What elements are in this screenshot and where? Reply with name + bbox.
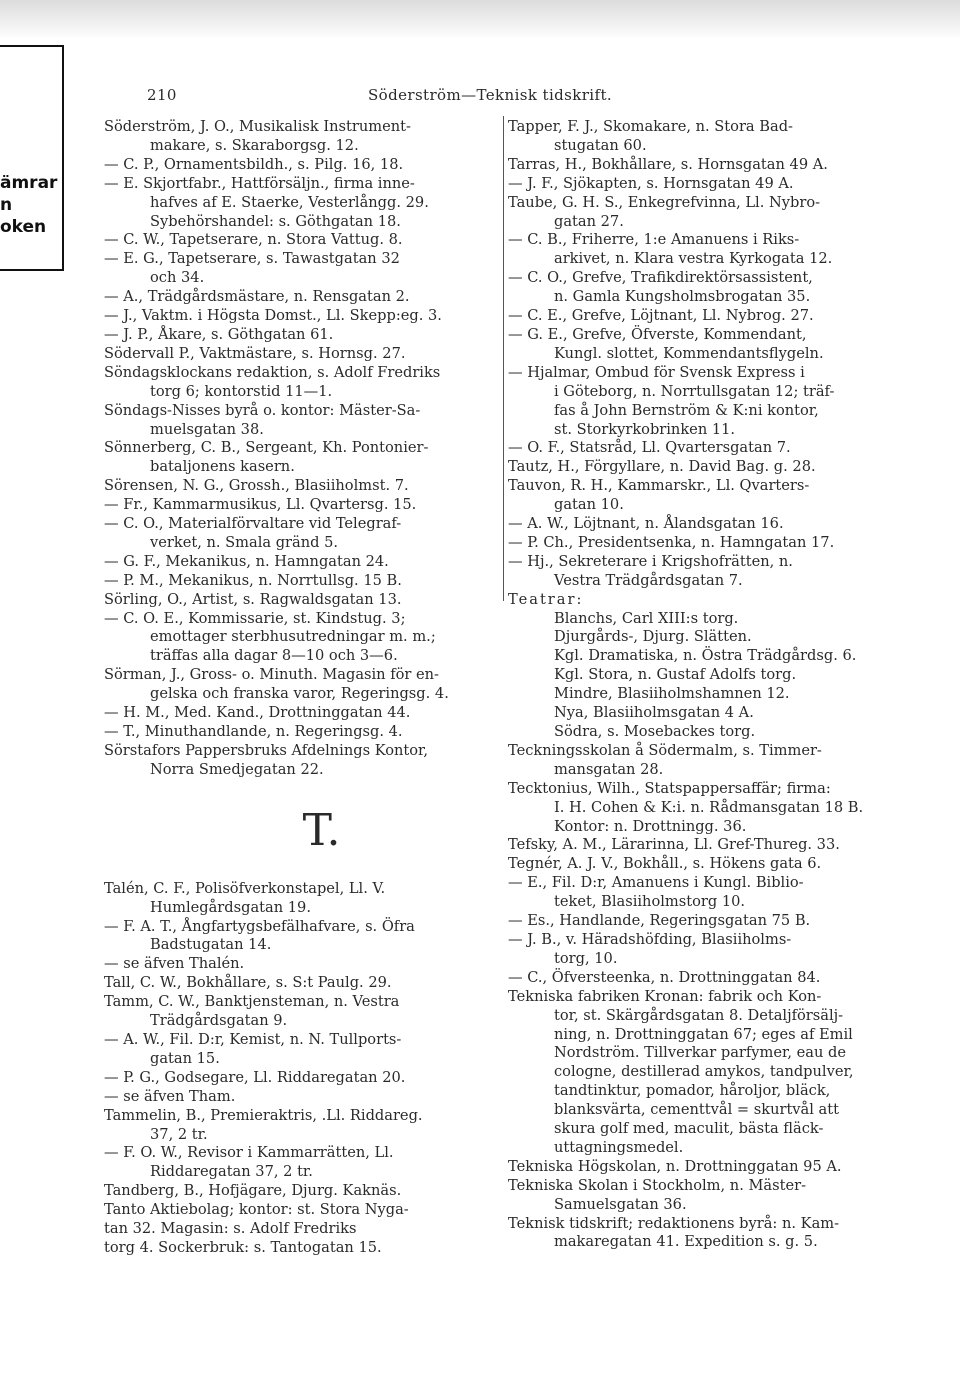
directory-entry-line: Södervall P., Vaktmästare, s. Hornsg. 27. <box>104 344 406 362</box>
section-letter: T. <box>302 804 342 856</box>
side-tab <box>0 45 64 271</box>
directory-entry-line: — A., Trädgårdsmästare, n. Rensgatan 2. <box>104 288 410 306</box>
directory-entry-line: Badstugatan 14. <box>150 936 272 954</box>
directory-entry-line: — J. B., v. Häradshöfding, Blasiiholms- <box>508 930 792 948</box>
side-tab-text <box>0 172 60 238</box>
running-title: Söderström—Teknisk tidskrift. <box>368 86 613 104</box>
directory-entry-line: Tekniska Skolan i Stockholm, n. Mäster- <box>508 1176 807 1194</box>
directory-entry-line: hafves af E. Staerke, Vesterlångg. 29. <box>150 193 429 211</box>
directory-entry-line: Kungl. slottet, Kommendantsflygeln. <box>554 344 824 362</box>
directory-entry-line: — H. M., Med. Kand., Drottninggatan 44. <box>104 704 411 722</box>
directory-entry-line: muelsgatan 38. <box>150 420 264 438</box>
directory-entry-line: — C. O., Materialförvaltare vid Telegraf- <box>104 515 402 533</box>
scan-top-shadow <box>0 0 960 40</box>
directory-entry-line: Djurgårds-, Djurg. Slätten. <box>554 628 752 646</box>
directory-entry-line: Söndags-Nisses byrå o. kontor: Mäster-Sa- <box>104 401 421 419</box>
directory-entry-line: Tarras, H., Bokhållare, s. Hornsgatan 49 A. <box>508 155 828 173</box>
directory-entry-line: tor, st. Skärgårdsgatan 8. Detaljförsälj- <box>554 1006 844 1024</box>
side-tab-line: ämrar <box>0 173 58 193</box>
directory-entry-line: gatan 15. <box>150 1049 220 1067</box>
directory-entry-line: Tandberg, B., Hofjägare, Djurg. Kaknäs. <box>104 1182 402 1200</box>
directory-entry-line: Teckningsskolan å Södermalm, s. Timmer- <box>508 741 822 759</box>
side-tab-line: n <box>0 195 13 215</box>
directory-entry-line: 37, 2 tr. <box>150 1125 208 1143</box>
directory-entry-line: — E. Skjortfabr., Hattförsäljn., firma inne- <box>104 174 415 192</box>
directory-entry-line: Tefsky, A. M., Lärarinna, Ll. Gref-Thureg. 33. <box>508 836 840 854</box>
directory-entry-line: Sörman, J., Gross- o. Minuth. Magasin för en- <box>104 666 439 684</box>
left-column <box>104 118 500 1258</box>
directory-entry-line: — C. O. E., Kommissarie, st. Kindstug. 3; <box>104 609 406 627</box>
directory-entry-line: Tekniska fabriken Kronan: fabrik och Kon- <box>508 987 822 1005</box>
directory-entry-line: — G. F., Mekanikus, n. Hamngatan 24. <box>104 552 389 570</box>
directory-entry-line: teket, Blasiiholmstorg 10. <box>554 893 746 911</box>
directory-entry-line: fas å John Bernström & K:ni kontor, <box>554 401 819 419</box>
directory-entry-line: Teknisk tidskrift; redaktionens byrå: n. Kam- <box>508 1214 840 1232</box>
directory-entry-line: makare, s. Skaraborgsg. 12. <box>150 136 359 154</box>
directory-entry-line: Sörensen, N. G., Grossh., Blasiiholmst. 7. <box>104 477 409 495</box>
directory-entry-line: Tapper, F. J., Skomakare, n. Stora Bad- <box>508 118 793 135</box>
directory-entry-line: i Göteborg, n. Norrtullsgatan 12; träf- <box>554 382 835 400</box>
directory-entry-line: Taube, G. H. S., Enkegrefvinna, Ll. Nybro- <box>508 193 821 211</box>
directory-entry-line: Söndagsklockans redaktion, s. Adolf Fredriks <box>104 363 441 381</box>
directory-entry-line: — J., Vaktm. i Högsta Domst., Ll. Skepp:eg. 3. <box>104 307 442 325</box>
directory-entry-line: ning, n. Drottninggatan 67; eges af Emil <box>554 1025 853 1043</box>
directory-entry-line: Tall, C. W., Bokhållare, s. S:t Paulg. 29. <box>104 974 392 992</box>
directory-entry-line: Norra Smedjegatan 22. <box>150 760 324 778</box>
directory-entry-line: mansgatan 28. <box>554 760 664 778</box>
directory-entry-line: — T., Minuthandlande, n. Regeringsg. 4. <box>104 723 403 740</box>
directory-entry-line: Humlegårdsgatan 19. <box>150 898 311 916</box>
directory-entry-line: skura golf med, maculit, bästa fläck- <box>554 1120 824 1138</box>
directory-entry-line: Sybehörshandel: s. Göthgatan 18. <box>150 212 401 230</box>
directory-entry-line: — C. W., Tapetserare, n. Stora Vattug. 8. <box>104 231 403 249</box>
directory-entry-line: — C., Öfversteenka, n. Drottninggatan 84. <box>508 968 821 986</box>
directory-entry-line: gelska och franska varor, Regeringsg. 4. <box>150 685 449 703</box>
directory-entry-line: verket, n. Smala gränd 5. <box>150 533 339 551</box>
directory-entry-line: — C. B., Friherre, 1:e Amanuens i Riks- <box>508 231 800 249</box>
directory-entry-line: — F. O. W., Revisor i Kammarrätten, Ll. <box>104 1144 394 1162</box>
directory-entry-line: — E., Fil. D:r, Amanuens i Kungl. Biblio- <box>508 874 804 892</box>
page-number: 210 <box>147 86 177 104</box>
directory-entry-line: bataljonens kasern. <box>150 458 295 476</box>
directory-entry-line: Blanchs, Carl XIII:s torg. <box>554 609 739 627</box>
directory-entry-line: Sörstafors Pappersbruks Afdelnings Kontor, <box>104 741 429 759</box>
left-entries-before-letter <box>104 118 500 780</box>
directory-entry-line: Kgl. Dramatiska, n. Östra Trädgårdsg. 6. <box>554 647 857 665</box>
directory-entry-line: Sönnerberg, C. B., Sergeant, Kh. Pontonier- <box>104 439 429 457</box>
directory-entry-line: Kgl. Stora, n. Gustaf Adolfs torg. <box>554 666 797 684</box>
directory-entry-line: Södra, s. Mosebackes torg. <box>554 723 756 740</box>
side-tab-line: oken <box>0 217 47 237</box>
directory-entry-line: — C. O., Grefve, Trafikdirektörsassistent, <box>508 269 813 287</box>
directory-entry-line: Söderström, J. O., Musikalisk Instrument- <box>104 118 411 135</box>
directory-entry-line: — C. E., Grefve, Löjtnant, Ll. Nybrog. 27. <box>508 307 814 325</box>
directory-entry-line: — P. G., Godsegare, Ll. Riddaregatan 20. <box>104 1068 406 1086</box>
directory-entry-line: Nya, Blasiiholmsgatan 4 A. <box>554 704 754 722</box>
section-heading: Teatrar: <box>508 590 584 608</box>
directory-entry-line: Tegnér, A. J. V., Bokhåll., s. Hökens gata 6. <box>508 855 822 873</box>
directory-entry-line: Tanto Aktiebolag; kontor: st. Stora Nyga- <box>104 1201 409 1219</box>
directory-entry-line: — A. W., Löjtnant, n. Ålandsgatan 16. <box>508 515 784 533</box>
directory-entry-line: Mindre, Blasiiholmshamnen 12. <box>554 685 790 703</box>
right-column <box>508 118 910 1252</box>
directory-entry-line: emottager sterbhusutredningar m. m.; <box>150 628 436 646</box>
directory-entry-line: träffas alla dagar 8—10 och 3—6. <box>150 647 398 665</box>
directory-entry-line: Kontor: n. Drottningg. 36. <box>554 817 747 835</box>
left-entries-after-letter <box>104 880 500 1258</box>
directory-entry-line: Tecktonius, Wilh., Statspappersaffär; firma: <box>508 779 831 797</box>
directory-entry-line: gatan 10. <box>554 496 624 514</box>
right-entries <box>508 118 910 1252</box>
directory-entry-line: — A. W., Fil. D:r, Kemist, n. N. Tullports- <box>104 1030 402 1048</box>
directory-entry-line: cologne, destillerad amykos, tandpulver, <box>554 1063 854 1081</box>
directory-entry-line: — Hjalmar, Ombud för Svensk Express i <box>508 363 805 381</box>
directory-entry-line: tandtinktur, pomador, håroljor, bläck, <box>554 1082 831 1100</box>
directory-entry-line: — J. F., Sjökapten, s. Hornsgatan 49 A. <box>508 174 794 192</box>
directory-entry-line: — G. E., Grefve, Öfverste, Kommendant, <box>508 325 807 343</box>
directory-entry-line: torg 6; kontorstid 11—1. <box>150 382 333 400</box>
directory-entry-line: Sörling, O., Artist, s. Ragwaldsgatan 13. <box>104 590 402 608</box>
directory-entry-line: gatan 27. <box>554 212 624 230</box>
directory-entry-line: — C. P., Ornamentsbildh., s. Pilg. 16, 18. <box>104 155 404 173</box>
directory-entry-line: uttagningsmedel. <box>554 1138 684 1156</box>
directory-entry-line: — Fr., Kammarmusikus, Ll. Qvartersg. 15. <box>104 496 417 514</box>
directory-entry-line: Tekniska Högskolan, n. Drottninggatan 95 A. <box>508 1157 842 1175</box>
directory-entry-line: — F. A. T., Ångfartygsbefälhafvare, s. Öfra <box>104 917 415 935</box>
directory-entry-line: Talén, C. F., Polisöfverkonstapel, Ll. V. <box>104 879 386 897</box>
directory-entry-line: makaregatan 41. Expedition s. g. 5. <box>554 1233 818 1251</box>
directory-entry-line: I. H. Cohen & K:i. n. Rådmansgatan 18 B. <box>554 798 864 816</box>
directory-entry-line: — Hj., Sekreterare i Krigshofrätten, n. <box>508 552 793 570</box>
directory-entry-line: Trädgårdsgatan 9. <box>150 1012 288 1030</box>
directory-entry-line: — O. F., Statsråd, Ll. Qvartersgatan 7. <box>508 439 791 457</box>
directory-entry-line: — P. Ch., Presidentsenka, n. Hamngatan 17. <box>508 533 835 551</box>
directory-entry-line: — Es., Handlande, Regeringsgatan 75 B. <box>508 912 811 930</box>
directory-entry-line: Vestra Trädgårdsgatan 7. <box>554 571 743 589</box>
directory-entry-line: torg 4. Sockerbruk: s. Tantogatan 15. <box>104 1238 382 1256</box>
directory-entry-line: Tautz, H., Förgyllare, n. David Bag. g. 28. <box>508 458 816 476</box>
directory-entry-line: stugatan 60. <box>554 136 647 154</box>
directory-entry-line: Tamm, C. W., Banktjensteman, n. Vestra <box>104 993 400 1011</box>
directory-entry-line: Samuelsgatan 36. <box>554 1195 687 1213</box>
directory-entry-line: — se äfven Thalén. <box>104 955 245 973</box>
directory-entry-line: — se äfven Tham. <box>104 1087 236 1105</box>
column-divider <box>503 116 504 601</box>
directory-entry-line: Tauvon, R. H., Kammarskr., Ll. Qvarters- <box>508 477 810 495</box>
directory-entry-line: Riddaregatan 37, 2 tr. <box>150 1163 313 1181</box>
directory-entry-line: Tammelin, B., Premieraktris, .Ll. Riddareg. <box>104 1106 423 1124</box>
page-header <box>0 86 960 108</box>
directory-entry-line: arkivet, n. Klara vestra Kyrkogata 12. <box>554 250 833 268</box>
directory-entry-line: blanksvärta, cementtvål = skurtvål att <box>554 1101 839 1119</box>
directory-entry-line: — E. G., Tapetserare, s. Tawastgatan 32 <box>104 250 400 268</box>
directory-entry-line: n. Gamla Kungsholmsbrogatan 35. <box>554 288 811 306</box>
directory-entry-line: st. Storkyrkobrinken 11. <box>554 420 736 438</box>
directory-entry-line: tan 32. Magasin: s. Adolf Fredriks <box>104 1220 357 1238</box>
directory-entry-line: och 34. <box>150 269 205 287</box>
directory-entry-line: torg, 10. <box>554 949 618 967</box>
directory-entry-line: Nordström. Tillverkar parfymer, eau de <box>554 1044 847 1062</box>
directory-entry-line: — J. P., Åkare, s. Göthgatan 61. <box>104 325 334 343</box>
directory-entry-line: — P. M., Mekanikus, n. Norrtullsg. 15 B. <box>104 571 402 589</box>
